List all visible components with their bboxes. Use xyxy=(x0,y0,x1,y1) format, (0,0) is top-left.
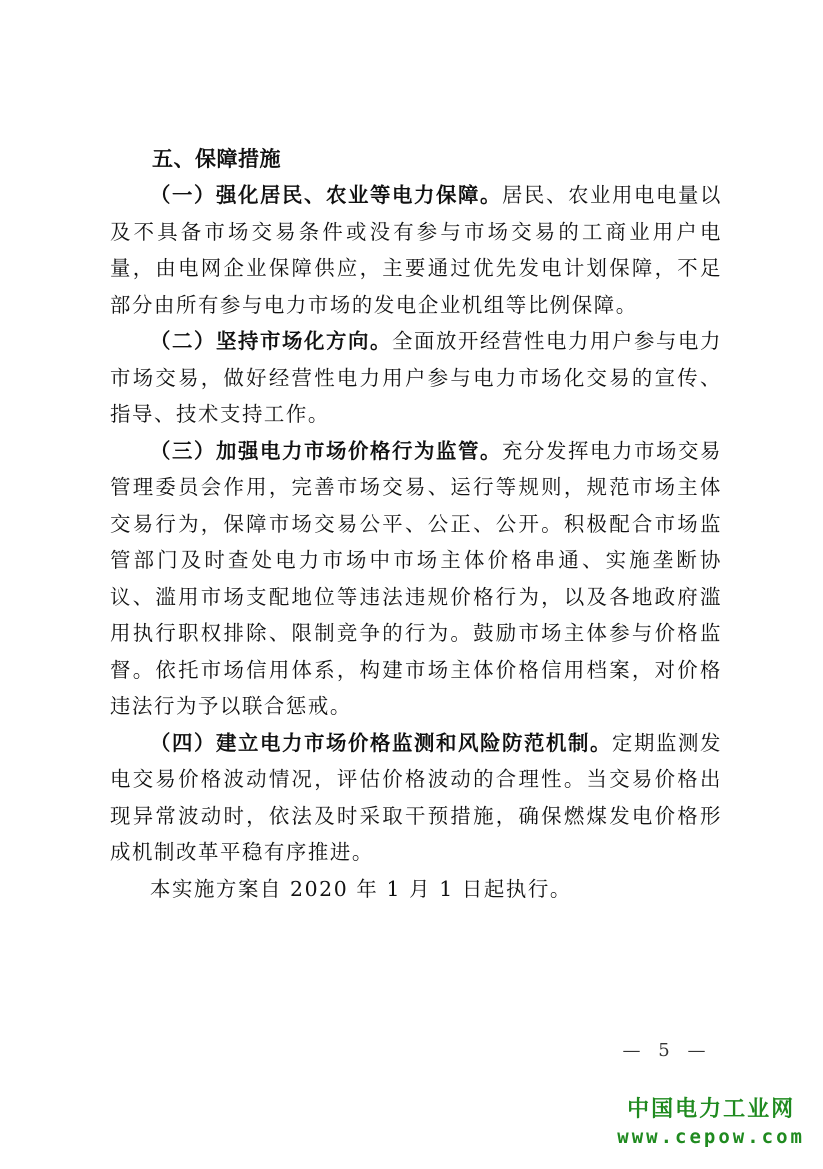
site-watermark xyxy=(617,1096,805,1150)
paragraph-2-lead: （二）坚持市场化方向。 xyxy=(150,329,392,353)
watermark-url: www.cepow.com xyxy=(617,1126,805,1148)
closing-line: 本实施方案自 2020 年 1 月 1 日起执行。 xyxy=(150,876,572,901)
paragraph-3-body: 充分发挥电力市场交易管理委员会作用，完善市场交易、运行等规则，规范市场主体交易行为，保障市场交易公平、公正、公开。积极配合市场监管部门及时查处电力市场中市场主体价格串通、实施垄断协议、滥用市场支配地位等违法违规价格行为，以及各地政府滥用执行职权排除、限制竞争的行为。鼓励市场主体参与价格监督。依托市场信用体系，构建市场主体价格信用档案，对价格违法行为予以联合惩戒。 xyxy=(110,438,722,718)
document-body xyxy=(110,141,722,907)
paragraph-4-body: 定期监测发电交易价格波动情况，评估价格波动的合理性。当交易价格出现异常波动时，依法及时采取干预措施，确保燃煤发电价格形成机制改革平稳有序推进。 xyxy=(110,730,722,864)
watermark-title: 中国电力工业网 xyxy=(627,1097,796,1122)
paragraph-2 xyxy=(110,323,722,433)
paragraph-2-body: 全面放开经营性电力用户参与电力市场交易，做好经营性电力用户参与电力市场化交易的宣传、指导、技术支持工作。 xyxy=(110,329,722,426)
paragraph-3 xyxy=(110,433,722,725)
paragraph-1-lead: （一）强化居民、农业等电力保障。 xyxy=(150,183,502,207)
section-title: 五、保障措施 xyxy=(152,147,281,171)
paragraph-4-lead: （四）建立电力市场价格监测和风险防范机制。 xyxy=(150,730,612,755)
paragraph-4 xyxy=(110,725,722,871)
page-number: — 5 — xyxy=(622,1040,712,1061)
paragraph-1-body: 居民、农业用电电量以及不具备市场交易条件或没有参与市场交易的工商业用户电量，由电网企业保障供应，主要通过优先发电计划保障，不足部分由所有参与电力市场的发电企业机组等比例保障。 xyxy=(110,183,722,317)
paragraph-1 xyxy=(110,177,722,323)
paragraph-3-lead: （三）加强电力市场价格行为监管。 xyxy=(150,438,502,463)
